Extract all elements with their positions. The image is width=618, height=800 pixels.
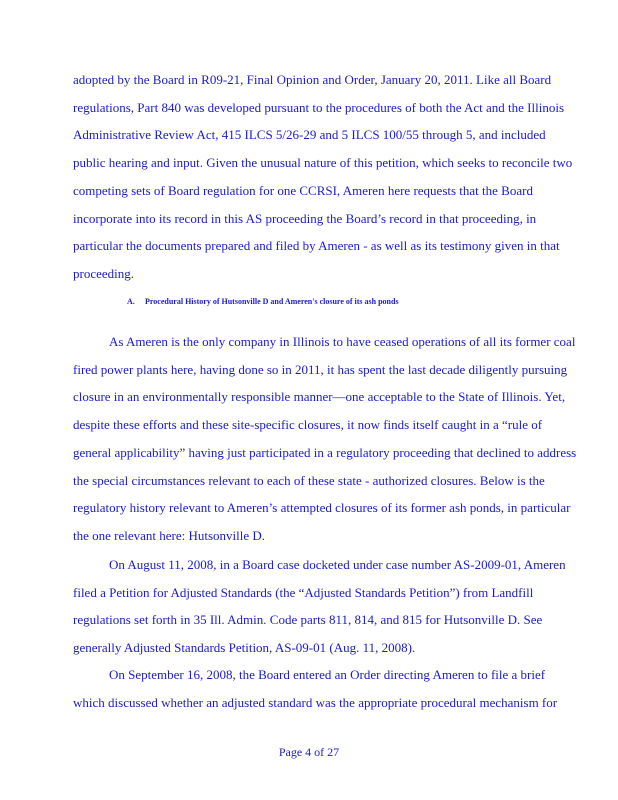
paragraph-board-record: adopted by the Board in R09-21, Final Opinion and Order, January 20, 2011. Like all Board regulations, Part 840 was developed pursuant to the procedures of both the Act and the Illinois Administrative Review Act, 415 ILCS 5/26-29 and 5 ILCS 100/55 through 5, and included public hearing and input. Given the unusual nature of this petition, which seeks to reconcile two competing sets of Board regulation for one CCRSI, Ameren here requests that the Board incorporate into its record in this AS proceeding the Board’s record in that proceeding, in particular the documents prepared and filed by Ameren - as well as its testimony given in that proceeding. [73, 72, 573, 281]
paragraph-ameren-closure: As Ameren is the only company in Illinois to have ceased operations of all its former coal fired power plants here, having done so in 2011, it has spent the last decade diligently pursuing closure in an environmentally responsible manner—one acceptable to the State of Illinois. Yet, despite these efforts and these site-specific closures, it now finds itself caught in a “rule of general applicability” having just participated in a regulatory proceeding that declined to address the special circumstances relevant to each of these state - authorized closures. Below is the regulatory history relevant to Ameren’s attempted closures of its former ash ponds, in particular the one relevant here: Hutsonville D. [73, 334, 577, 543]
page-number: Page 4 of 27 [278, 745, 340, 759]
paragraph-september-order: On September 16, 2008, the Board entered an Order directing Ameren to file a brief which discussed whether an adjusted standard was the appropriate procedural mechanism for [73, 667, 558, 710]
section-heading-label: A. [127, 297, 135, 306]
section-heading-text: Procedural History of Hutsonville D and Ameren's closure of its ash ponds [145, 297, 399, 306]
paragraph-august-petition: On August 11, 2008, in a Board case docketed under case number AS-2009-01, Ameren filed a Petition for Adjusted Standards (the “Adjusted Standards Petition”) from Landfill regulations set forth in 35 Ill. Admin. Code parts 811, 814, and 815 for Hutsonville D. See generally Adjusted Standards Petition, AS-09-01 (Aug. 11, 2008). [73, 557, 566, 656]
